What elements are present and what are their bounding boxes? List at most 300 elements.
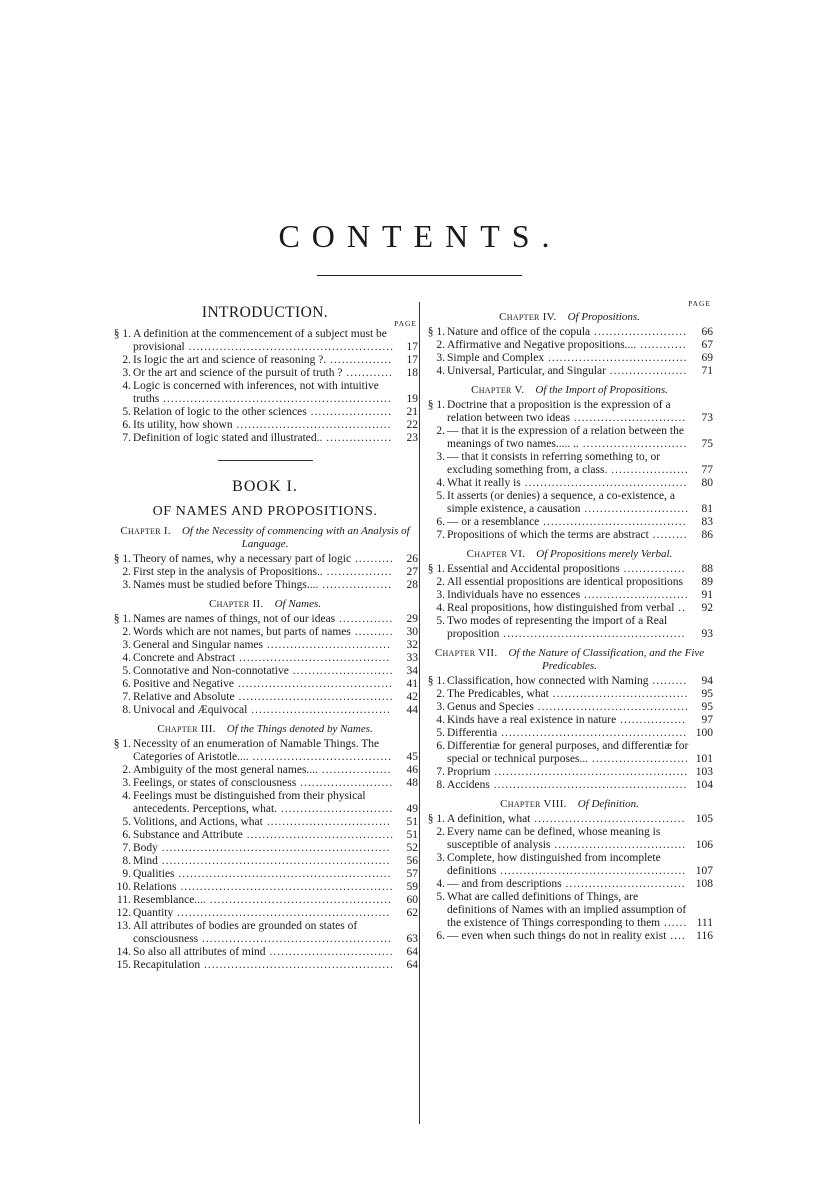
entry-text <box>447 714 689 727</box>
section-number: 2. <box>436 826 445 838</box>
section-number: 3. <box>436 589 445 601</box>
page-column-label-right: PAGE <box>688 299 711 308</box>
page-number: 51 <box>406 829 418 841</box>
toc-entry[interactable] <box>112 704 418 717</box>
section-number: § 1. <box>427 813 445 825</box>
entry-text <box>447 930 689 943</box>
section-number: § 1. <box>427 399 445 411</box>
section-number: 6. <box>436 740 445 752</box>
section-number: 12. <box>116 907 131 919</box>
leader-dots: ..................... <box>306 406 392 418</box>
page-number: 105 <box>695 813 713 825</box>
entry-title: Simple and Complex <box>447 352 545 364</box>
section-number: 3. <box>436 701 445 713</box>
page-number: 64 <box>406 946 418 958</box>
introduction-heading: INTRODUCTION. <box>201 304 329 321</box>
chapter-heading[interactable] <box>426 311 713 324</box>
section-number: 2. <box>436 688 445 700</box>
toc-entry[interactable] <box>426 688 713 701</box>
toc-entry[interactable] <box>112 894 418 907</box>
section-number: 5. <box>436 891 445 903</box>
chapter-title: Of Definition. <box>577 798 639 810</box>
page-number: 116 <box>696 930 713 942</box>
leader-dots: .......... <box>351 553 394 565</box>
page-number: 67 <box>701 339 713 351</box>
page-number: 63 <box>406 933 418 945</box>
toc-entry[interactable] <box>426 930 713 943</box>
leader-dots: ................ <box>326 354 393 366</box>
entry-text <box>447 516 689 529</box>
entry-text <box>133 881 394 894</box>
page-number: 73 <box>701 412 713 424</box>
toc-entry[interactable] <box>426 589 713 602</box>
chapter-title: Of the Things denoted by Names. <box>226 723 373 735</box>
leader-dots: ........................ <box>296 777 394 789</box>
entry-text <box>133 894 394 907</box>
chapter-title: Of the Necessity of commencing with an Analysis of Language. <box>181 525 410 550</box>
leader-dots: .................................................. <box>489 779 688 791</box>
entry-text <box>133 738 394 764</box>
page-number: 111 <box>696 917 713 929</box>
toc-entry[interactable] <box>112 777 418 790</box>
section-number: 4. <box>122 380 131 392</box>
chapter-number: Chapter II. <box>208 598 264 610</box>
chapter-block <box>112 598 418 717</box>
section-number: 3. <box>436 451 445 463</box>
section-number: 7. <box>122 432 131 444</box>
chapter-number: Chapter VIII. <box>500 798 567 810</box>
toc-entry[interactable] <box>426 852 713 878</box>
entry-text <box>133 566 394 579</box>
page-number: 18 <box>406 367 418 379</box>
toc-entry[interactable] <box>426 352 713 365</box>
entry-title: Propositions of which the terms are abstract <box>447 529 649 541</box>
leader-dots: ................................................ <box>497 727 688 739</box>
page-number: 34 <box>406 665 418 677</box>
toc-entry[interactable] <box>112 920 418 946</box>
entry-title: Logic is concerned with inferences, not with intuitive truths <box>133 380 379 405</box>
toc-entry[interactable] <box>112 328 418 354</box>
entry-text <box>133 777 394 790</box>
chapter-block <box>426 311 713 378</box>
leader-dots: .. <box>674 602 687 614</box>
section-number: 2. <box>122 354 131 366</box>
leader-dots: ............................. <box>569 412 687 424</box>
entry-title: Relations <box>133 881 177 893</box>
leader-dots: ................................................. <box>200 959 394 971</box>
entry-title: Individuals have no essences <box>447 589 581 601</box>
entry-title: Positive and Negative <box>133 678 234 690</box>
toc-entry[interactable] <box>112 790 418 816</box>
leader-dots: ......... <box>648 529 688 541</box>
entry-text <box>447 878 689 891</box>
leader-dots: .................................... <box>247 704 391 716</box>
leader-dots: ..................................... <box>539 516 687 528</box>
introduction-entries <box>112 328 418 445</box>
entry-text <box>133 367 394 380</box>
leader-dots: .................... <box>605 365 688 377</box>
toc-entry[interactable] <box>426 563 713 576</box>
toc-entry[interactable] <box>112 652 418 665</box>
section-number: 5. <box>436 490 445 502</box>
entry-title: Differentiæ for general purposes, and differentiæ for special or technical purposes... <box>447 740 689 765</box>
entry-title: General and Singular names <box>133 639 263 651</box>
toc-entry[interactable] <box>112 613 418 626</box>
section-number: 8. <box>122 855 131 867</box>
section-number: 5. <box>122 406 131 418</box>
toc-entry[interactable] <box>426 451 713 477</box>
leader-dots: .................. <box>317 764 392 776</box>
entry-title: Or the art and science of the pursuit of truth ? <box>133 367 343 379</box>
chapter-heading[interactable] <box>112 598 418 611</box>
page-number: 29 <box>406 613 418 625</box>
toc-entry[interactable] <box>112 881 418 894</box>
page-number: 103 <box>695 766 713 778</box>
entry-text <box>447 529 689 542</box>
page-number: 44 <box>406 704 418 716</box>
entry-text <box>447 425 689 451</box>
entry-text <box>447 576 689 589</box>
toc-entry[interactable] <box>112 367 418 380</box>
chapter-number: Chapter V. <box>471 384 525 396</box>
entry-text <box>133 406 394 419</box>
section-number: 11. <box>117 894 131 906</box>
leader-dots: ....................................................... <box>173 907 391 919</box>
entry-title: Recapitulation <box>133 959 201 971</box>
toc-entry[interactable] <box>426 516 713 529</box>
entry-text <box>133 354 394 367</box>
page-number: 83 <box>701 516 713 528</box>
entry-text <box>447 727 689 740</box>
toc-entry[interactable] <box>112 566 418 579</box>
entry-text <box>133 829 394 842</box>
toc-entry[interactable] <box>112 691 418 704</box>
toc-entry[interactable] <box>112 816 418 829</box>
section-number: 4. <box>122 790 131 802</box>
chapter-number: Chapter I. <box>120 525 171 537</box>
entry-title: Differentia <box>447 727 498 739</box>
toc-entry[interactable] <box>112 907 418 920</box>
toc-entry[interactable] <box>112 764 418 777</box>
entry-text <box>133 665 394 678</box>
leader-dots: ................. <box>616 714 686 726</box>
toc-entry[interactable] <box>426 326 713 339</box>
section-number: § 1. <box>427 326 445 338</box>
toc-entry[interactable] <box>112 354 418 367</box>
page-number: 71 <box>701 365 713 377</box>
entry-text <box>133 704 394 717</box>
toc-entry[interactable] <box>426 399 713 425</box>
page-number: 66 <box>701 326 713 338</box>
section-number: 8. <box>436 779 445 791</box>
entry-text <box>133 639 394 652</box>
chapter-heading[interactable] <box>426 548 713 561</box>
chapter-heading[interactable] <box>426 798 713 811</box>
section-number: 4. <box>436 365 445 377</box>
page-number: 52 <box>406 842 418 854</box>
toc-entry[interactable] <box>112 380 418 406</box>
section-number: 5. <box>436 727 445 739</box>
entry-title: Kinds have a real existence in nature <box>447 714 617 726</box>
leader-dots: .............. <box>335 613 394 625</box>
chapter-number: Chapter III. <box>157 723 216 735</box>
toc-entry[interactable] <box>426 425 713 451</box>
page-number: 17 <box>406 341 418 353</box>
section-number: § 1. <box>113 613 131 625</box>
entry-title: Names must be studied before Things.... <box>133 579 319 591</box>
entry-title: Substance and Attribute <box>133 829 243 841</box>
chapter-heading[interactable] <box>112 525 418 551</box>
toc-entry[interactable] <box>112 626 418 639</box>
entry-text <box>447 852 689 878</box>
toc-entry[interactable] <box>112 579 418 592</box>
toc-entry[interactable] <box>112 406 418 419</box>
leader-dots: ....................................................... <box>174 868 392 880</box>
section-number: 2. <box>436 576 445 588</box>
toc-entry[interactable] <box>112 665 418 678</box>
toc-entry[interactable] <box>426 529 713 542</box>
section-number: 4. <box>436 878 445 890</box>
entry-text <box>447 688 689 701</box>
entry-title: — and from descriptions <box>447 878 562 890</box>
page-number: 69 <box>701 352 713 364</box>
toc-entry[interactable] <box>112 868 418 881</box>
entry-title: Classification, how connected with Naming <box>447 675 649 687</box>
page-number: 95 <box>701 688 713 700</box>
entry-title: Real propositions, how distinguished from verbal <box>447 602 675 614</box>
toc-entry[interactable] <box>426 339 713 352</box>
entry-title: Definition of logic stated and illustrated.. <box>133 432 323 444</box>
toc-entry[interactable] <box>112 432 418 445</box>
page-number: 49 <box>406 803 418 815</box>
section-number: 4. <box>436 602 445 614</box>
section-number: 2. <box>436 339 445 351</box>
toc-entry[interactable] <box>426 779 713 792</box>
entry-title: Necessity of an enumeration of Namable Things. The Categories of Aristotle.... <box>133 738 380 763</box>
entry-text <box>447 339 689 352</box>
page-number: 107 <box>695 865 713 877</box>
entry-title: Connotative and Non-connotative <box>133 665 289 677</box>
entry-title: Resemblance.... <box>133 894 206 906</box>
leader-dots: ........................................................... <box>159 393 392 405</box>
entry-text <box>447 891 689 930</box>
book-title: BOOK I. <box>232 478 298 495</box>
toc-entry[interactable] <box>112 842 418 855</box>
toc-entry[interactable] <box>112 738 418 764</box>
toc-entry[interactable] <box>426 740 713 766</box>
entry-text <box>133 691 394 704</box>
section-number: 2. <box>122 566 131 578</box>
toc-entry[interactable] <box>426 615 713 641</box>
entry-title: Affirmative and Negative propositions.... <box>447 339 637 351</box>
toc-entry[interactable] <box>426 576 713 589</box>
page-number: 23 <box>406 432 418 444</box>
leader-dots: ...................................... <box>242 829 394 841</box>
entry-title: Qualities <box>133 868 175 880</box>
entry-title: Every name can be defined, whose meaning is susceptible of analysis <box>447 826 661 851</box>
toc-entry[interactable] <box>426 826 713 852</box>
chapter-heading[interactable] <box>426 384 713 397</box>
entry-text <box>447 675 689 688</box>
toc-entry[interactable] <box>112 946 418 959</box>
leader-dots: .................................... <box>544 352 688 364</box>
entry-title: Doctrine that a proposition is the expression of a relation between two ideas <box>447 399 671 424</box>
section-number: 3. <box>122 639 131 651</box>
toc-entry[interactable] <box>426 365 713 378</box>
page-number: 62 <box>406 907 418 919</box>
chapter-title: Of the Nature of Classification, and the Five Predicables. <box>508 647 705 672</box>
leader-dots: ........................ <box>590 326 688 338</box>
chapter-block <box>426 548 713 641</box>
entry-text <box>447 490 689 516</box>
toc-entry[interactable] <box>426 766 713 779</box>
leader-dots: .................. <box>318 579 392 591</box>
page-number: 92 <box>701 602 713 614</box>
chapter-number: Chapter VII. <box>434 647 498 659</box>
chapter-number: Chapter IV. <box>499 311 557 323</box>
leader-dots: ................ <box>619 563 686 575</box>
page-number: 81 <box>701 503 713 515</box>
chapter-block <box>112 723 418 972</box>
entry-title: The Predicables, what <box>447 688 549 700</box>
section-number: 6. <box>122 829 131 841</box>
page-number: 101 <box>695 753 713 765</box>
book-subtitle: OF NAMES AND PROPOSITIONS. <box>152 504 378 519</box>
entry-title: Univocal and Æquivocal <box>133 704 248 716</box>
leader-dots: ........................... <box>580 503 689 515</box>
entry-text <box>447 399 689 425</box>
leader-dots: ........................................ <box>232 419 392 431</box>
entry-text <box>133 868 394 881</box>
entry-title: Relation of logic to the other sciences <box>133 406 307 418</box>
page-number: 104 <box>695 779 713 791</box>
toc-entry[interactable] <box>112 639 418 652</box>
page-number: 56 <box>406 855 418 867</box>
leader-dots: ............ <box>636 339 687 351</box>
toc-entry[interactable] <box>426 891 713 930</box>
entry-text <box>133 553 394 566</box>
entry-title: Two modes of representing the import of a Real proposition <box>447 615 668 640</box>
chapter-block <box>426 647 713 792</box>
toc-entry[interactable] <box>112 855 418 868</box>
page-number: 26 <box>406 553 418 565</box>
leader-dots: ......... <box>648 675 688 687</box>
entry-title: It asserts (or denies) a sequence, a co-existence, a simple existence, a causation <box>447 490 675 515</box>
leader-dots: ....................................... <box>533 701 689 713</box>
entry-text <box>133 764 394 777</box>
toc-entry[interactable] <box>112 829 418 842</box>
section-number: 3. <box>122 367 131 379</box>
book-rule <box>218 460 313 461</box>
section-number: 15. <box>116 959 131 971</box>
section-number: § 1. <box>113 738 131 750</box>
entry-text <box>447 813 689 826</box>
entry-text <box>447 477 689 490</box>
toc-entry[interactable] <box>426 490 713 516</box>
chapter-number: Chapter VI. <box>466 548 526 560</box>
page-title: CONTENTS. <box>278 218 562 254</box>
page-number: 100 <box>695 727 713 739</box>
page-number: 89 <box>701 576 713 588</box>
page-number: 86 <box>701 529 713 541</box>
entry-text <box>447 563 689 576</box>
toc-entry[interactable] <box>112 678 418 691</box>
page-number: 42 <box>406 691 418 703</box>
page-number: 77 <box>701 464 713 476</box>
page-number: 59 <box>406 881 418 893</box>
entry-title: — that it consists in referring something to, or excluding something from, a class. <box>447 451 661 476</box>
left-column <box>112 300 418 972</box>
chapter-heading[interactable] <box>426 647 713 673</box>
entry-title: Its utility, how shown <box>133 419 233 431</box>
page-number: 94 <box>701 675 713 687</box>
entry-title: Accidens <box>447 779 490 791</box>
section-number: 5. <box>122 665 131 677</box>
entry-title: What it really is <box>447 477 521 489</box>
toc-entry[interactable] <box>426 675 713 688</box>
leader-dots: .......................................... <box>520 477 688 489</box>
leader-dots: ................................ <box>262 639 391 651</box>
leader-dots: .......................... <box>288 665 394 677</box>
chapter-block <box>426 798 713 943</box>
section-number: 3. <box>122 777 131 789</box>
toc-entry[interactable] <box>112 419 418 432</box>
leader-dots: ........................................................... <box>157 842 391 854</box>
entry-title: A definition at the commencement of a subject must be provisional <box>133 328 387 353</box>
toc-entry[interactable] <box>426 878 713 891</box>
toc-entry[interactable] <box>426 714 713 727</box>
leader-dots: ........................................................... <box>157 855 391 867</box>
section-number: 3. <box>122 579 131 591</box>
toc-entry[interactable] <box>426 602 713 615</box>
leader-dots: ........................................ <box>233 678 393 690</box>
leader-dots: ............................... <box>561 878 686 890</box>
entry-text <box>447 352 689 365</box>
leader-dots: ......................... <box>588 753 689 765</box>
chapter-block <box>112 525 418 592</box>
leader-dots: ............................. <box>277 803 394 815</box>
section-number: 7. <box>436 766 445 778</box>
leader-dots: ....................................... <box>235 652 391 664</box>
chapter-title: Of the Import of Propositions. <box>535 384 668 396</box>
page-number: 32 <box>406 639 418 651</box>
page-number: 91 <box>701 589 713 601</box>
entry-title: — or a resemblance <box>447 516 540 528</box>
section-number: § 1. <box>113 553 131 565</box>
section-number: § 1. <box>427 675 445 687</box>
page-number: 106 <box>695 839 713 851</box>
chapter-heading[interactable] <box>112 723 418 736</box>
toc-entry[interactable] <box>426 477 713 490</box>
entry-text <box>133 678 394 691</box>
toc-entry[interactable] <box>426 727 713 740</box>
leader-dots: ............ <box>342 367 393 379</box>
toc-entry[interactable] <box>112 553 418 566</box>
entry-text <box>447 826 689 852</box>
entry-title: Complete, how distinguished from incomplete definitions <box>447 852 661 877</box>
page-number: 75 <box>701 438 713 450</box>
toc-entry[interactable] <box>426 813 713 826</box>
page-number: 33 <box>406 652 418 664</box>
leader-dots: .................................................. <box>490 766 689 778</box>
toc-entry[interactable] <box>112 959 418 972</box>
leader-dots: ................................................ <box>496 865 687 877</box>
toc-entry[interactable] <box>426 701 713 714</box>
page-number: 97 <box>701 714 713 726</box>
leader-dots: ............................................... <box>499 628 686 640</box>
entry-title: Volitions, and Actions, what <box>133 816 263 828</box>
leader-dots: ................................................. <box>198 933 392 945</box>
